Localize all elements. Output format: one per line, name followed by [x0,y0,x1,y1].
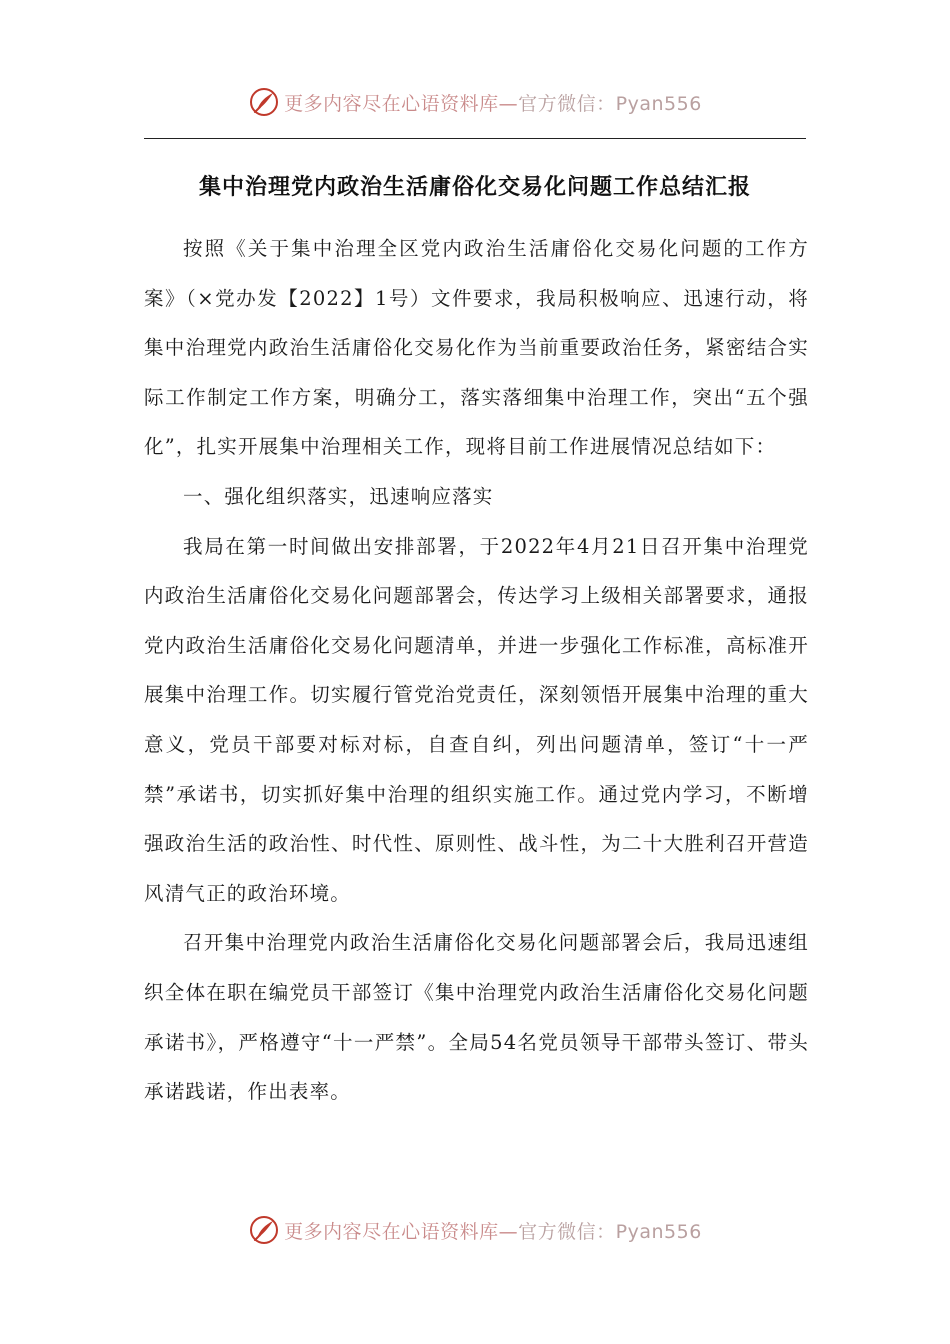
quill-logo-icon [248,1214,280,1246]
footer-banner-text [284,1217,702,1244]
header-divider [144,138,806,139]
document-title: 集中治理党内政治生活庸俗化交易化问题工作总结汇报 [198,175,751,200]
footer-separator: — [498,1220,519,1243]
quill-logo-icon [248,86,280,118]
header-banner [0,82,950,122]
footer-wechat: 官方微信：Pyan556 [518,1220,702,1243]
header-banner-text [284,89,702,116]
header-wechat: 官方微信：Pyan556 [518,92,702,115]
header-separator: — [498,92,519,115]
footer-banner [0,1210,950,1250]
section-heading-1: 一、强化组织落实，迅速响应落实 [183,484,494,508]
footer-brand: 更多内容尽在心语资料库 [284,1220,499,1243]
header-brand: 更多内容尽在心语资料库 [284,92,499,115]
paragraph-intro: 按照《关于集中治理全区党内政治生活庸俗化交易化问题的工作方案》（×党办发【2022】1号）文件要求，我局积极响应、迅速行动，将集中治理党内政治生活庸俗化交易化作为当前重要政治任务，紧密结合实际工作制定工作方案，明确分工，落实落细集中治理工作，突出“五个强化”，扎实开展集中治理相关工作，现将目前工作进展情况总结如下： [144,237,809,459]
paragraph-section-1: 我局在第一时间做出安排部署，于2022年4月21日召开集中治理党内政治生活庸俗化交易化问题部署会，传达学习上级相关部署要求，通报党内政治生活庸俗化交易化问题清单，并进一步强化工作标准，高标准开展集中治理工作。切实履行管党治党责任，深刻领悟开展集中治理的重大意义，党员干部要对标对标，自查自纠，列出问题清单，签订“十一严禁”承诺书，切实抓好集中治理的组织实施工作。通过党内学习，不断增强政治生活的政治性、时代性、原则性、战斗性，为二十大胜利召开营造风清气正的政治环境。 [144,534,809,905]
paragraph-commitment: 召开集中治理党内政治生活庸俗化交易化问题部署会后，我局迅速组织全体在职在编党员干部签订《集中治理党内政治生活庸俗化交易化问题承诺书》，严格遵守“十一严禁”。全局54名党员领导干部带头签订、带头承诺践诺，作出表率。 [144,931,809,1104]
document-body [144,224,809,1117]
